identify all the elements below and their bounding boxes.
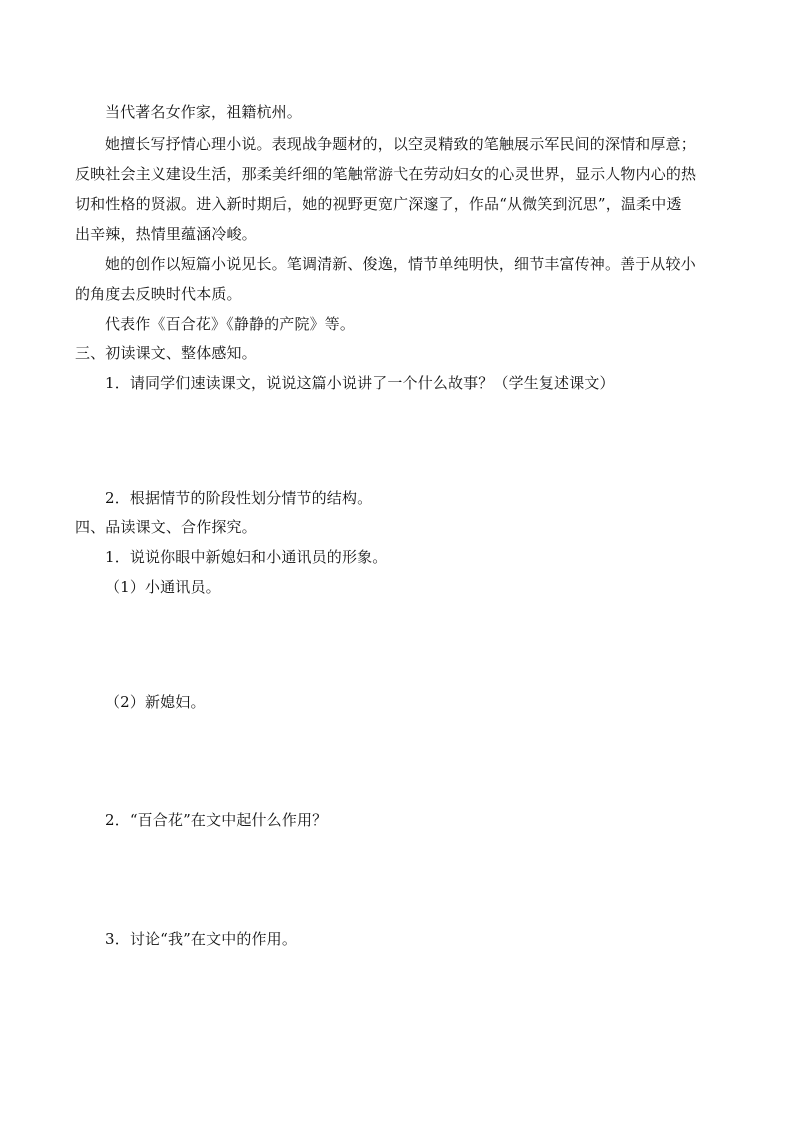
section-4-question-1-sub-1: （1）小通讯员。 — [105, 578, 221, 596]
intro-paragraph-4: 代表作《百合花》《静静的产院》等。 — [105, 315, 356, 333]
section-4-question-1-sub-2: （2）新媳妇。 — [105, 693, 206, 711]
intro-paragraph-3-line-1: 她的创作以短篇小说见长。笔调清新、俊逸，情节单纯明快，细节丰富传神。善于从较小 — [105, 255, 696, 273]
section-4-question-1: 1．说说你眼中新媳妇和小通讯员的形象。 — [105, 548, 388, 566]
section-4-question-2: 2．“百合花”在文中起什么作用？ — [105, 811, 328, 829]
section-4-heading: 四、品读课文、合作探究。 — [75, 518, 257, 536]
intro-paragraph-2-line-2: 反映社会主义建设生活，那柔美纤细的笔触常游弋在劳动妇女的心灵世界，显示人物内心的热 — [75, 165, 697, 183]
intro-paragraph-2-line-1: 她擅长写抒情心理小说。表现战争题材的，以空灵精致的笔触展示军民间的深情和厚意； — [105, 135, 696, 153]
section-4-question-3: 3．讨论“我”在文中的作用。 — [105, 930, 297, 948]
intro-paragraph-1: 当代著名女作家，祖籍杭州。 — [105, 103, 302, 121]
section-3-question-1: 1．请同学们速读课文，说说这篇小说讲了一个什么故事？（学生复述课文） — [105, 374, 615, 392]
intro-paragraph-2-line-3: 切和性格的贤淑。进入新时期后，她的视野更宽广深邃了，作品“从微笑到沉思”，温柔中透 — [75, 195, 682, 213]
intro-paragraph-3-line-2: 的角度去反映时代本质。 — [75, 285, 242, 303]
intro-paragraph-2-line-4: 出辛辣，热情里蕴涵冷峻。 — [75, 225, 257, 243]
section-3-heading: 三、初读课文、整体感知。 — [75, 344, 257, 362]
section-3-question-2: 2．根据情节的阶段性划分情节的结构。 — [105, 489, 373, 507]
